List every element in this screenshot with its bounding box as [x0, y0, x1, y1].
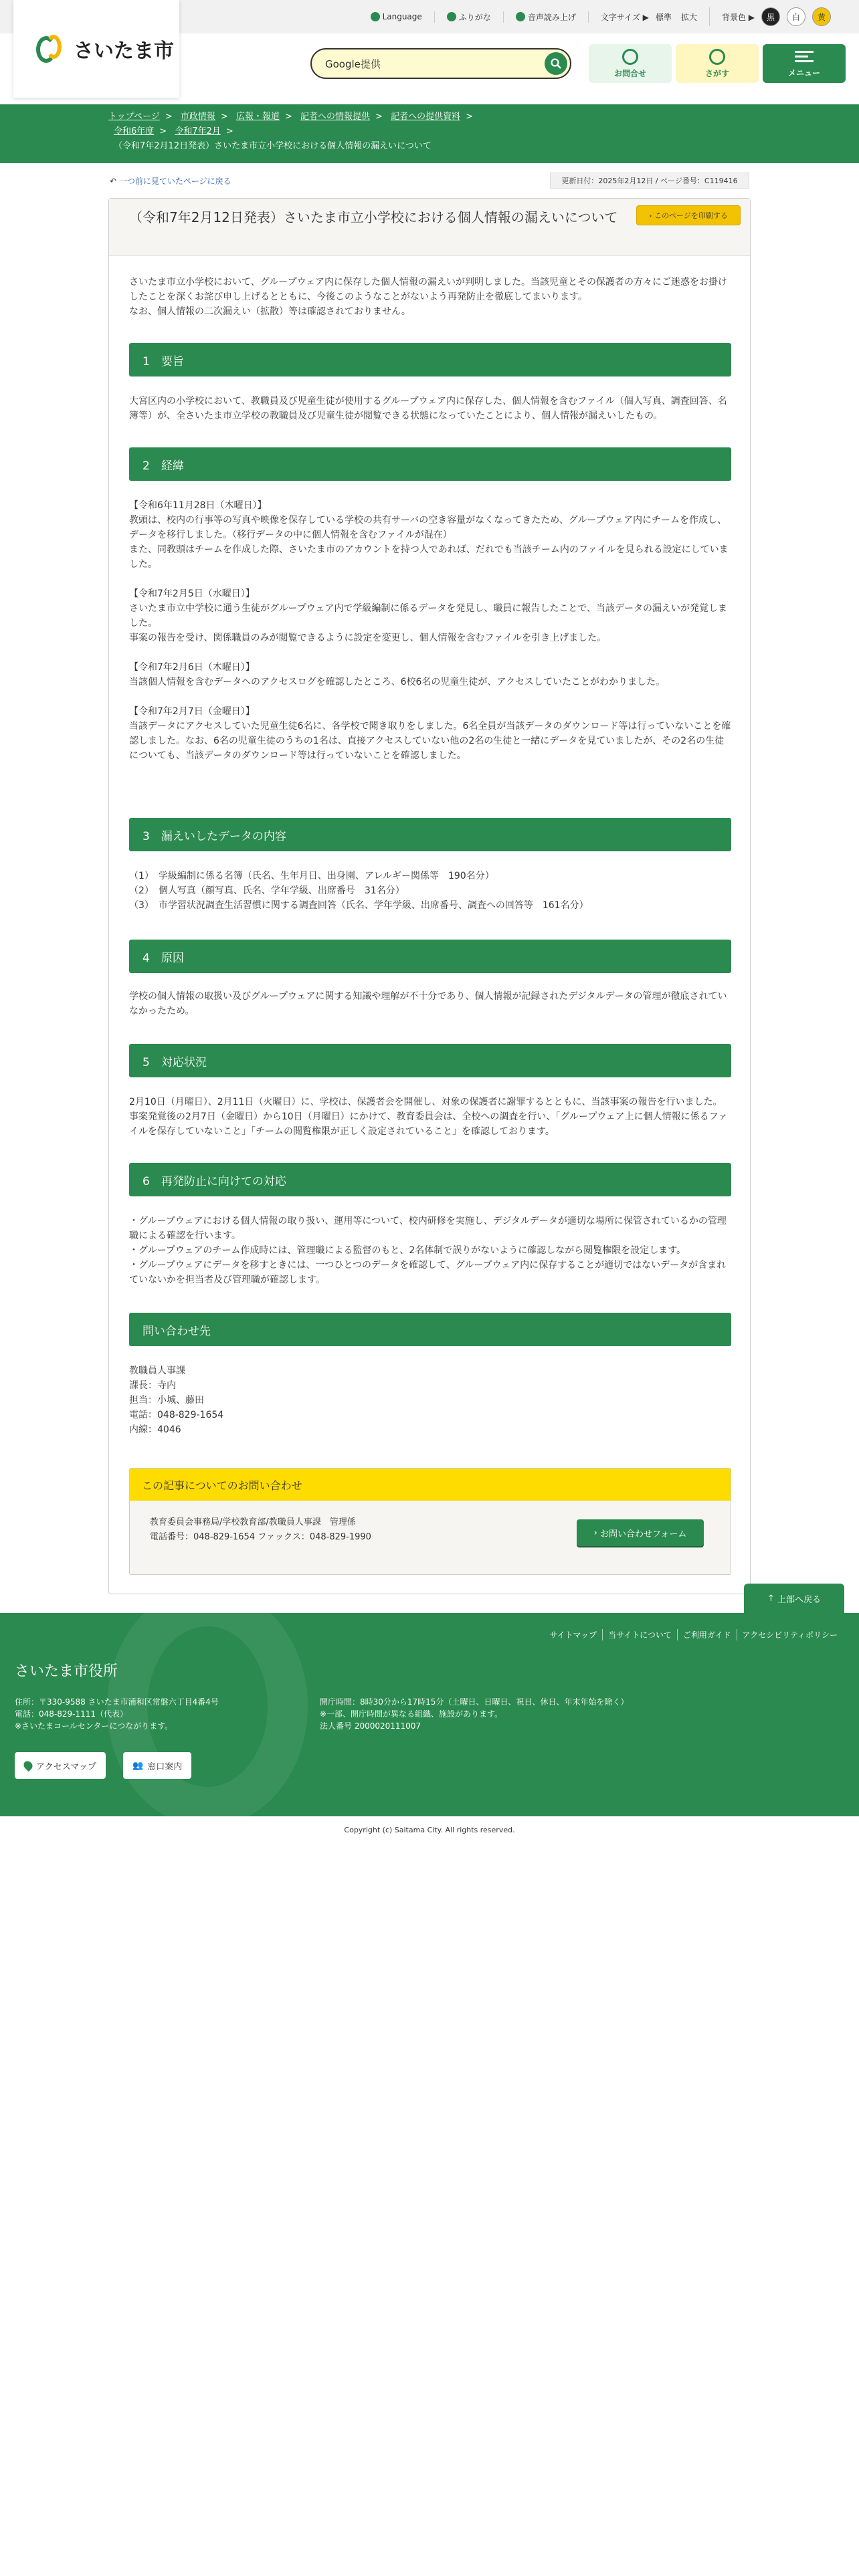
breadcrumb-current: （令和7年2月12日発表）さいたま市立小学校における個人情報の漏えいについて — [114, 141, 432, 151]
breadcrumb-top[interactable]: トップページ — [108, 112, 160, 122]
section-heading-prevention: 6 再発防止に向けての対応 — [129, 1163, 731, 1196]
chevron-right-icon: › — [649, 211, 655, 220]
page-title: （令和7年2月12日発表）さいたま市立小学校における個人情報の漏えいについて — [129, 209, 618, 225]
breadcrumb-shisei[interactable]: 市政情報 — [180, 112, 215, 122]
update-info: 更新日付：2025年2月12日 / ページ番号：C119416 — [550, 173, 749, 189]
globe-icon — [371, 12, 380, 21]
footer-link-about[interactable]: 当サイトについて — [602, 1629, 677, 1640]
section-heading-response: 5 対応状況 — [129, 1044, 731, 1077]
breadcrumb-press-materials[interactable]: 記者への提供資料 — [391, 112, 461, 122]
section-body-leaked-data: （1） 学級編制に係る名簿（氏名、生年月日、出身園、アレルギー関係等 190名分） （2） 個人写真（顔写真、氏名、学年学級、出席番号 31名分） （3） 市学習状況調査生活習慣に関する調査回答（氏名、学年学級、出席番号、調査への回答等 161名分） — [129, 871, 589, 911]
contact-form-button[interactable]: › お問い合わせフォーム — [577, 1519, 704, 1546]
intro-text: さいたま市立小学校において、グループウェア内に保存した個人情報の漏えいが判明しました。当該児童とその保護者の方々にご迷惑をお掛けしたことを深くお詫び申し上げるとともに、今後このようなことがないよう再発防止を徹底してまいります。 なお、個人情報の二次漏えい（拡散）等は確認されておりません。 — [129, 277, 728, 317]
people-icon: 👥 — [132, 1760, 144, 1771]
site-logo[interactable] — [13, 0, 179, 98]
footer-address: 住所：〒330-9588 さいたま市浦和区常盤六丁目4番4号 電話：048-829-1111（代表） ※さいたまコールセンターにつながります。 — [15, 1697, 219, 1731]
section-body-inquiry: 教職員人事課 課長：寺内 担当：小城、藤田 電話：048-829-1654 内線：4046 — [129, 1366, 224, 1435]
footer-link-accessibility[interactable]: アクセシビリティポリシー — [737, 1629, 843, 1640]
search-button[interactable] — [545, 52, 567, 75]
bg-color-control: 背景色 ▶ 黒 白 黄 — [709, 7, 843, 26]
section-body-history: 【令和6年11月28日（木曜日）】 教頭は、校内の行事等の写真や映像を保存している学校の共有サーバの空き容量がなくなってきたため、グループウェア内にチームを作成し、データを移行しました。（移行データの中に個人情報を含むファイルが混在） また、同教頭はチームを作成した際、さいたま市のアカウントを持つ人であれば、だれでも当該チーム内のファイルを見られる設定にしていました。 【令和7年2月5日（水曜日）】 さいたま市立中学校に通う生徒がグループウェア内で学級編制に係るデータを発見し、職員に報告したことで、当該データの漏えいが発覚しました。 事案の報告を受け、関係職員のみが閲覧できるように設定を変更し、個人情報を含むファイルを引き上げました。 【令和7年2月6日（木曜日）】 当該個人情報を含むデータへのアクセスログを確認したところ、6校6名の児童生徒が、アクセスしていたことがわかりました。 【令和7年2月7日（金曜日）】 当該データにアクセスしていた児童生徒6名に、各学校で聞き取りをしました。6名全員が当該データのダウンロード等は行っていないことを確認しました。なお、6名の児童生徒のうちの1名は、直接アクセスしていない他の2名の生徒と一緒にデータを見ていましたが、その2名の生徒についても、当該データのダウンロード等は行っていないことを確認しました。 — [129, 500, 731, 761]
pencil-icon — [447, 12, 456, 21]
bg-black-button[interactable]: 黒 — [761, 7, 780, 26]
search-input[interactable]: Google提供 — [310, 48, 571, 79]
breadcrumb: トップページ > 市政情報 > 広報・報道 > 記者への情報提供 > 記者への提供資料 > 令和6年度 > 令和7年2月 > （令和7年2月12日発表）さいたま市立小学校における個人情報の漏えいについて — [108, 112, 473, 151]
utility-links — [359, 7, 843, 27]
footer-hours: 開庁時間：8時30分から17時15分（土曜日、日曜日、祝日、休日、年末年始を除く） ※一部、開庁時間が異なる組織、施設があります。 法人番号 2000020111007 — [320, 1697, 629, 1731]
section-heading-leaked-data: 3 漏えいしたデータの内容 — [129, 818, 731, 851]
speech-link[interactable]: 音声読み上げ — [503, 11, 588, 23]
footer-link-guide[interactable]: ご利用ガイド — [677, 1629, 737, 1640]
breadcrumb-press-info[interactable]: 記者への情報提供 — [300, 112, 371, 122]
contact-button[interactable]: お問合せ — [589, 44, 672, 83]
section-body-prevention: ・グループウェアにおける個人情報の取り扱い、運用等について、校内研修を実施し、デジタルデータが適切な場所に保管されているかの管理職による確認を行います。 ・グループウェアのチーム作成時には、管理職による監督のもと、2名体制で誤りがないように確認しながら閲覧権限を設定します。 ・グループウェアにデータを移すときには、一つひとつのデータを確認して、グループウェア内に保存することが適切ではないデータが含まれていないかを担当者及び管理職が確認します。 — [129, 1216, 727, 1285]
section-heading-history: 2 経緯 — [129, 447, 731, 481]
language-link[interactable]: Language — [359, 12, 434, 21]
back-link[interactable]: ↶ 一つ前に見ていたページに戻る — [110, 177, 231, 186]
window-guide-button[interactable]: 👥 窓口案内 — [123, 1752, 191, 1779]
contact-box — [129, 1468, 731, 1575]
footer — [0, 1613, 859, 1816]
section-heading-cause: 4 原因 — [129, 940, 731, 973]
page-top-button[interactable]: ↑ 上部へ戻る — [744, 1584, 844, 1613]
search-circle-icon — [709, 49, 725, 65]
bg-white-button[interactable]: 白 — [787, 7, 805, 26]
furigana-link[interactable]: ふりがな — [434, 11, 503, 23]
contact-heading: この記事についてのお問い合わせ — [130, 1469, 731, 1501]
search-icon — [550, 58, 562, 70]
menu-button[interactable]: メニュー — [763, 44, 846, 83]
hamburger-icon — [795, 49, 814, 64]
breadcrumb-koho[interactable]: 広報・報道 — [235, 112, 280, 122]
footer-title: さいたま市役所 — [15, 1663, 118, 1680]
map-pin-icon — [22, 1759, 34, 1772]
bg-yellow-button[interactable]: 黄 — [812, 7, 831, 26]
question-icon — [622, 49, 638, 65]
logo-text: さいたま市 — [74, 39, 174, 63]
article-header — [109, 199, 750, 256]
chevron-right-icon: › — [593, 1527, 600, 1538]
back-arrow-icon: ↶ — [110, 177, 119, 186]
breadcrumb-fiscal-year[interactable]: 令和6年度 — [114, 126, 155, 136]
print-button[interactable]: › このページを印刷する — [636, 205, 741, 225]
copyright: Copyright (c) Saitama City. All rights reserved. — [344, 1826, 515, 1834]
footer-links — [544, 1629, 843, 1640]
text-size-large[interactable]: 拡大 — [680, 12, 697, 22]
text-size-standard[interactable]: 標準 — [655, 12, 672, 22]
access-map-button[interactable]: アクセスマップ — [15, 1752, 106, 1779]
speaker-icon — [516, 12, 525, 21]
section-body-response: 2月10日（月曜日）、2月11日（火曜日）に、学校は、保護者会を開催し、対象の保護者に謝罪するとともに、当該事案の報告を行いました。 事案発覚後の2月7日（金曜日）から10日（月曜日）にかけて、教育委員会は、全校への調査を行い、「グループウェア上に個人情報に係るファイルを保存していないこと」「チームの閲覧権限が正しく設定されていること」を確認しております。 — [129, 1097, 728, 1137]
find-button[interactable]: さがす — [676, 44, 759, 83]
section-heading-inquiry: 問い合わせ先 — [129, 1313, 731, 1346]
saitama-logo-icon — [33, 32, 67, 66]
footer-link-sitemap[interactable]: サイトマップ — [549, 1630, 597, 1640]
breadcrumb-month[interactable]: 令和7年2月 — [175, 126, 221, 136]
text-size-control: 文字サイズ ▶ 標準 拡大 — [588, 11, 709, 23]
section-heading-summary: 1 要旨 — [129, 343, 731, 377]
section-body-summary: 大宮区内の小学校において、教職員及び児童生徒が使用するグループウェア内に保存した、個人情報を含むファイル（個人写真、調査回答、名簿等）が、全さいたま市立学校の教職員及び児童生徒が閲覧できる状態になっていたことにより、個人情報が漏えいしたもの。 — [129, 396, 727, 421]
contact-details: 教育委員会事務局/学校教育部/教職員人事課 管理係 電話番号：048-829-1654 ファックス：048-829-1990 — [150, 1517, 371, 1542]
article — [108, 198, 751, 1594]
arrow-up-icon: ↑ — [767, 1593, 777, 1604]
section-body-cause: 学校の個人情報の取扱い及びグループウェアに関する知識や理解が不十分であり、個人情報が記録されたデジタルデータの管理が徹底されていなかったため。 — [129, 991, 727, 1016]
